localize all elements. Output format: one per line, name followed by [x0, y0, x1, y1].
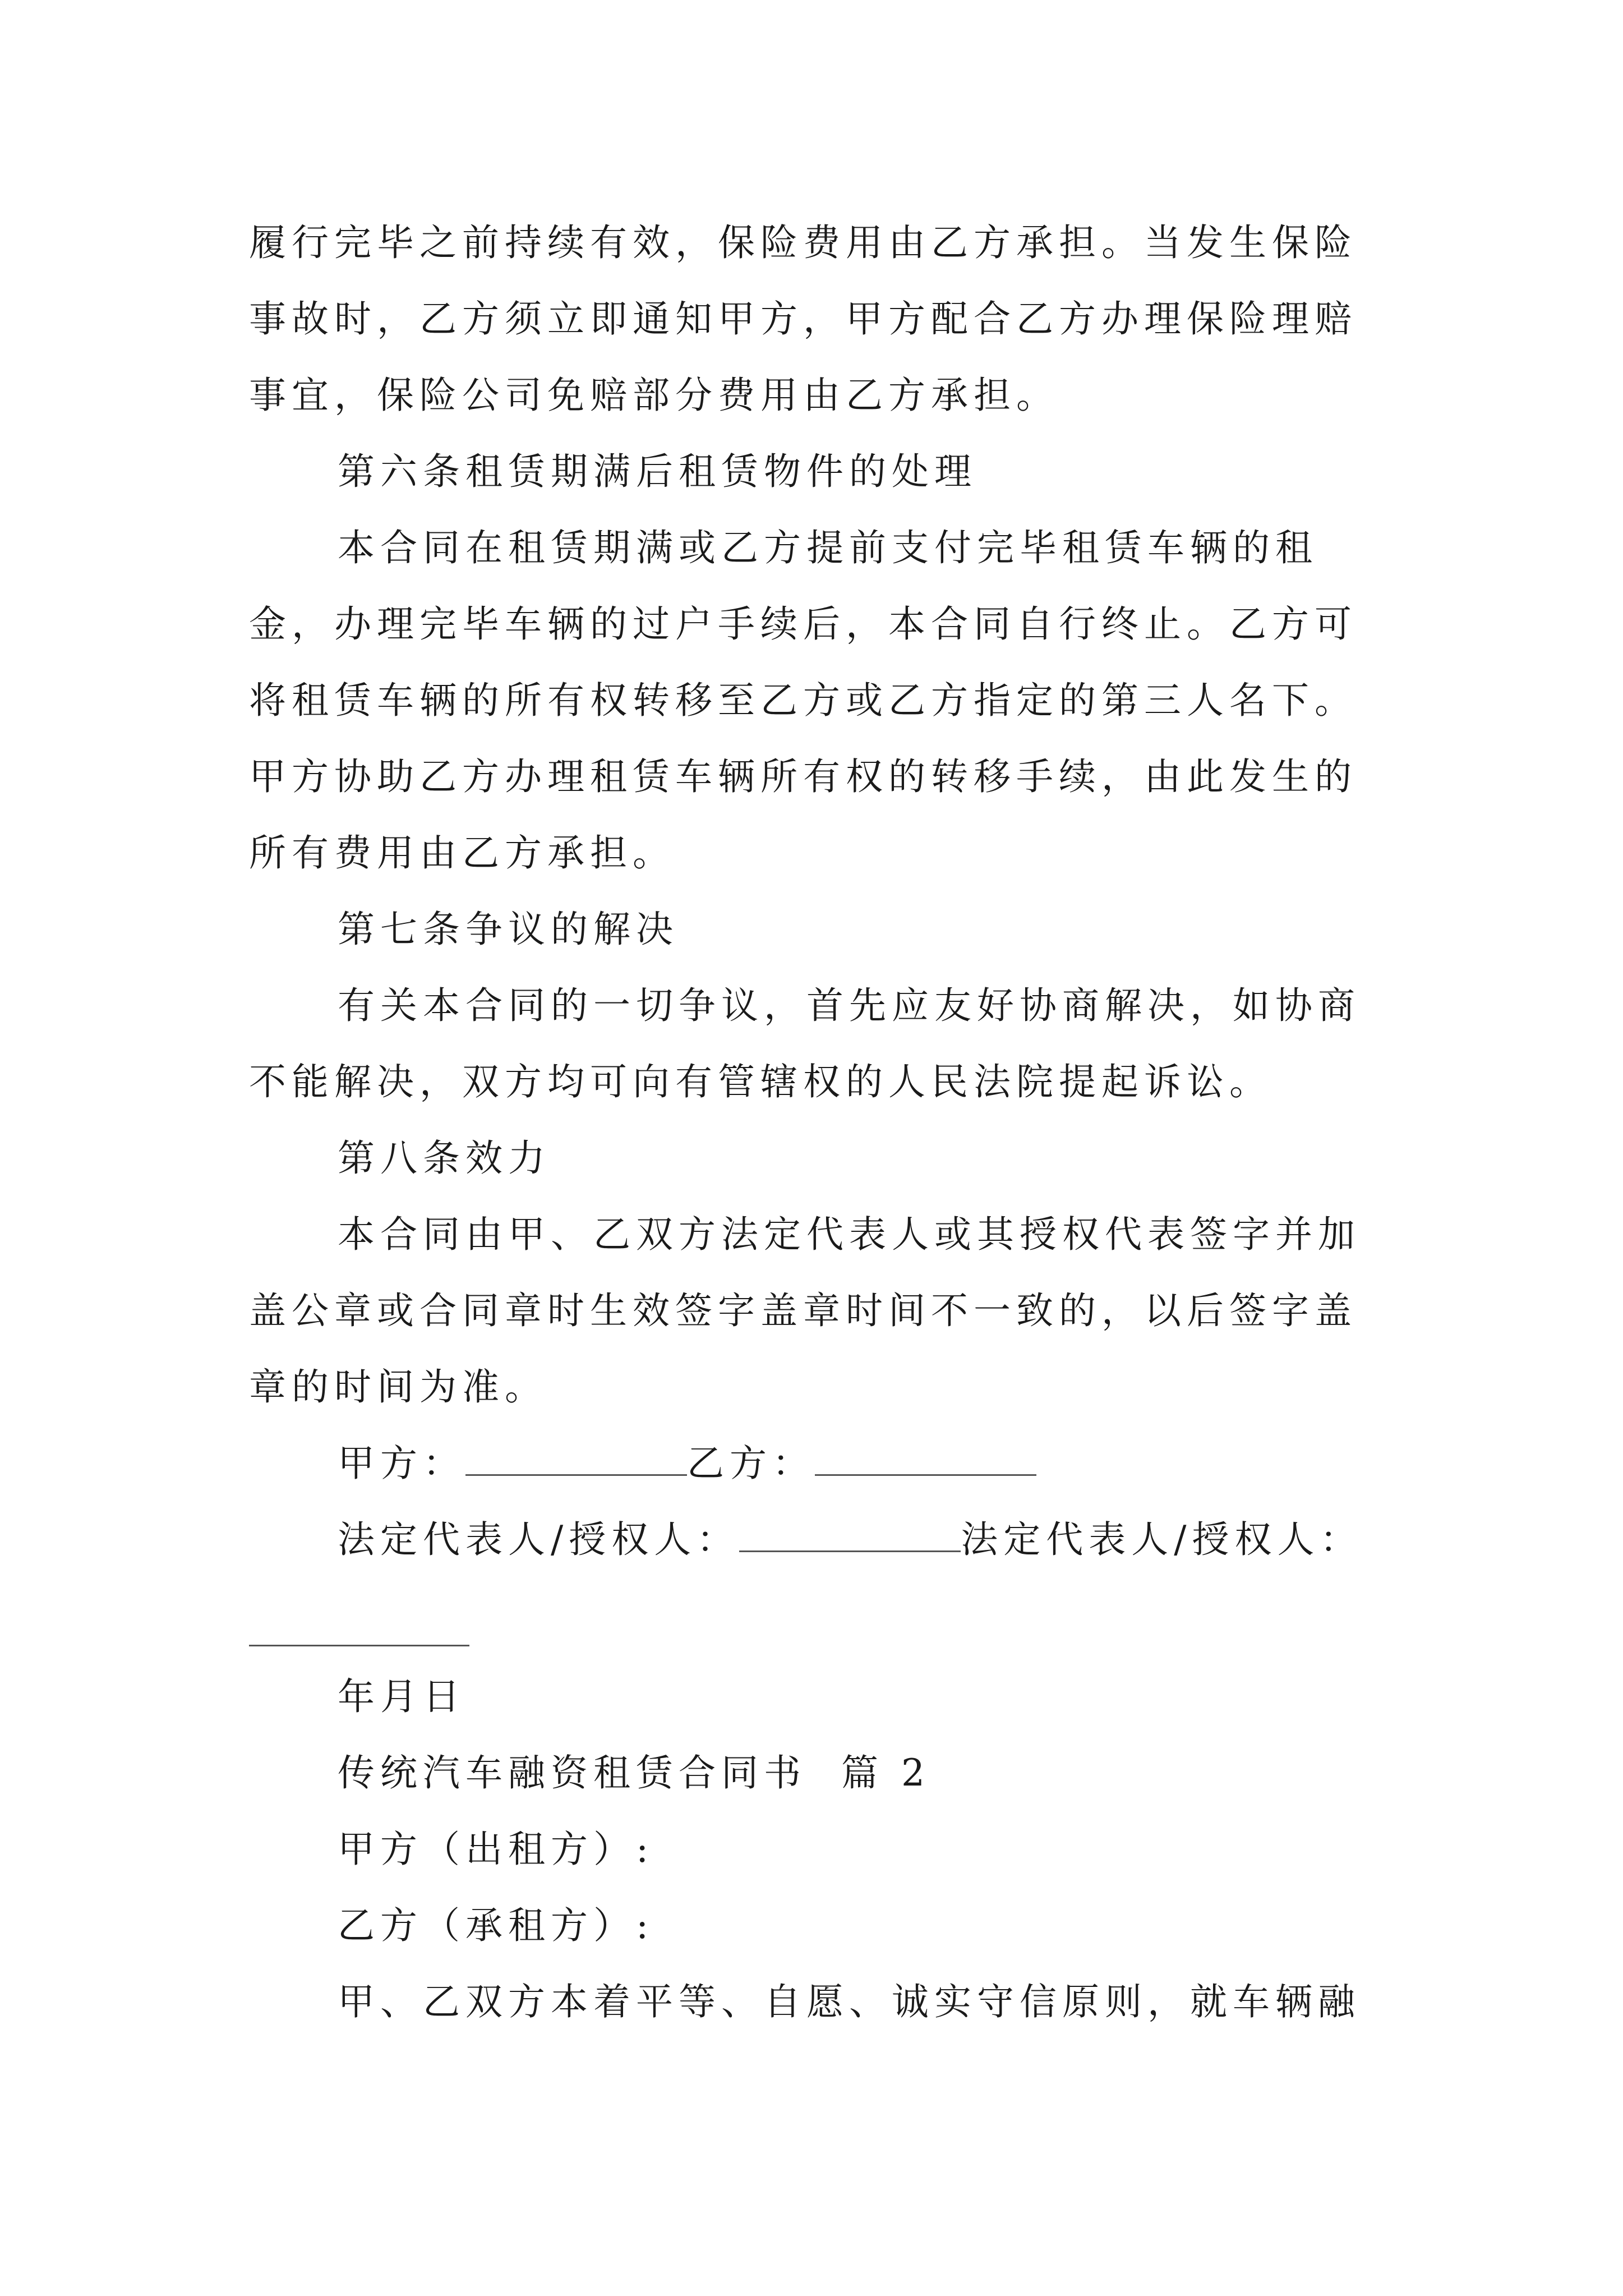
- body-text-line: 甲、乙双方本着平等、自愿、诚实守信原则，就车辆融: [338, 1980, 1361, 2023]
- body-text-line: 所有费用由乙方承担。: [249, 831, 675, 875]
- body-text-line: 事宜，保险公司免赔部分费用由乙方承担。: [249, 374, 1059, 417]
- lessor-line: 甲方（出租方）:: [338, 1828, 654, 1871]
- body-text-line: 履行完毕之前持续有效，保险费用由乙方承担。当发生保险: [249, 221, 1357, 264]
- body-text-line: 本合同由甲、乙双方法定代表人或其授权代表签字并加: [338, 1213, 1361, 1256]
- rep-b-blank: [249, 1645, 469, 1646]
- date-line: 年月日: [338, 1675, 465, 1718]
- rep-b-label: 法定代表人/授权人：: [961, 1518, 1363, 1561]
- body-text-line: 金，办理完毕车辆的过户手续后，本合同自行终止。乙方可: [249, 602, 1357, 646]
- party-b-label: 乙方：: [687, 1442, 815, 1485]
- body-text-line: 章的时间为准。: [249, 1365, 547, 1409]
- body-text-line: 不能解决，双方均可向有管辖权的人民法院提起诉讼。: [249, 1060, 1272, 1103]
- party-a-label: 甲方：: [338, 1442, 465, 1485]
- body-text-line: 本合同在租赁期满或乙方提前支付完毕租赁车辆的租: [338, 526, 1318, 569]
- body-text-line: 盖公章或合同章时生效签字盖章时间不一致的，以后签字盖: [249, 1289, 1357, 1332]
- representative-signature-line: [338, 1506, 1482, 1573]
- section-2-title: 传统汽车融资租赁合同书 篇 2: [338, 1751, 930, 1795]
- body-text-line: 将租赁车辆的所有权转移至乙方或乙方指定的第三人名下。: [249, 679, 1357, 722]
- article-7-heading: 第七条争议的解决: [338, 908, 679, 951]
- body-text-line: 事故时，乙方须立即通知甲方，甲方配合乙方办理保险理赔: [249, 297, 1357, 341]
- rep-a-label: 法定代表人/授权人：: [338, 1518, 740, 1561]
- article-8-heading: 第八条效力: [338, 1137, 551, 1180]
- party-signature-line: [338, 1430, 1482, 1497]
- party-a-blank: [465, 1441, 687, 1476]
- party-b-blank: [815, 1441, 1036, 1476]
- lessee-line: 乙方（承租方）:: [338, 1904, 654, 1947]
- rep-a-blank: [739, 1517, 961, 1552]
- body-text-line: 有关本合同的一切争议，首先应友好协商解决，如协商: [338, 984, 1361, 1027]
- body-text-line: 甲方协助乙方办理租赁车辆所有权的转移手续，由此发生的: [249, 755, 1357, 798]
- article-6-heading: 第六条租赁期满后租赁物件的处理: [338, 450, 977, 493]
